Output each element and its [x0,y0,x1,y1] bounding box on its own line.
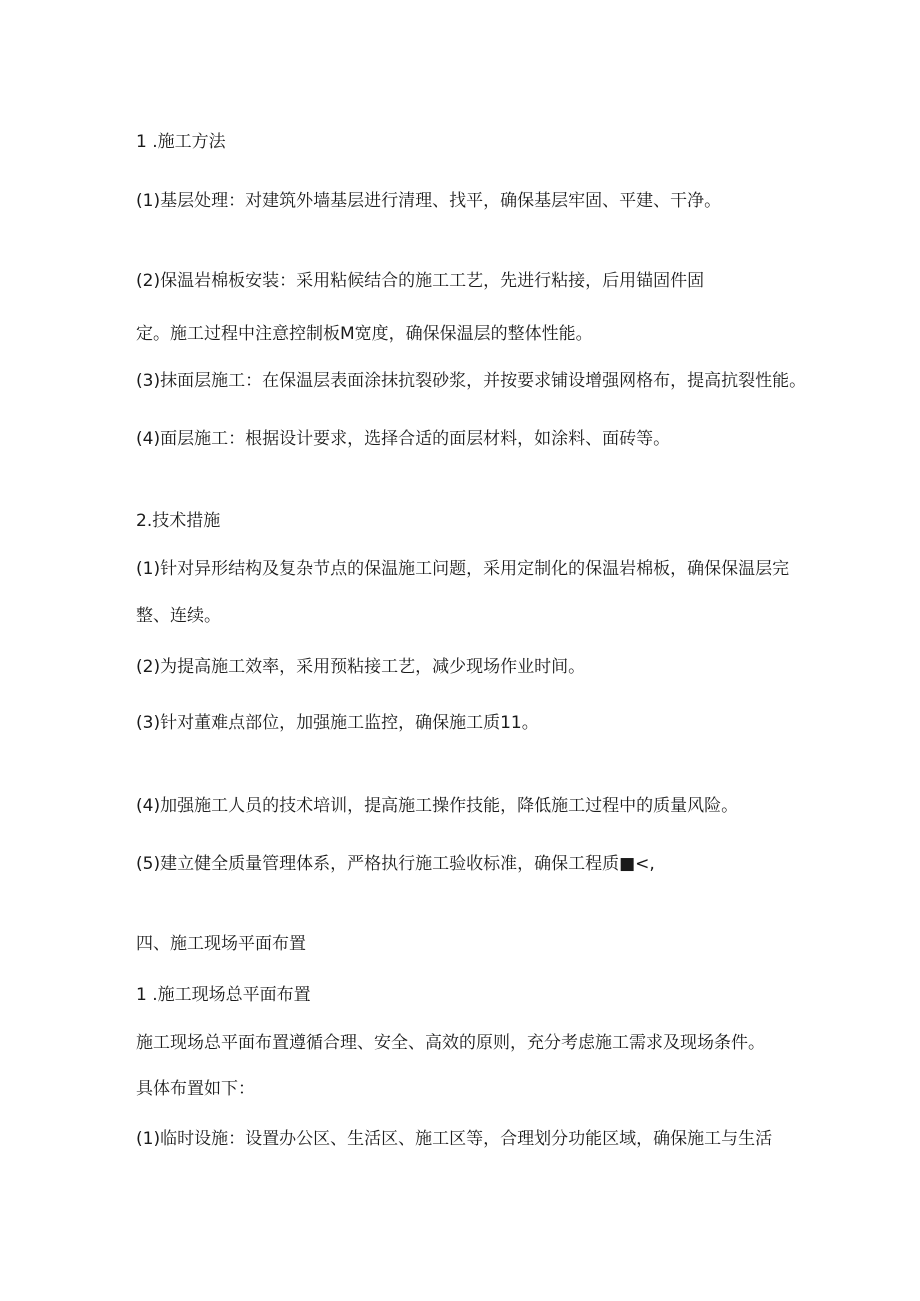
chapter-heading-site-layout: 四、施工现场平面布置 [136,934,306,954]
paragraph-layout-intro: 具体布置如下： [136,1079,255,1099]
paragraph-insulation-install-line2: 定。施工过程中注意控制板M宽度，确保保温层的整体性能。 [136,324,593,344]
paragraph-layout-principle: 施工现场总平面布置遵循合理、安全、高效的原则，充分考虑施工需求及现场条件。 [136,1033,765,1053]
paragraph-measure-1-line2: 整、连续。 [136,606,221,626]
paragraph-measure-4: (4)加强施工人员的技术培训，提高施工操作技能，降低施工过程中的质量风险。 [136,796,739,816]
paragraph-measure-3: (3)针对董难点部位，加强施工监控，确保施工质11。 [136,713,539,733]
section-heading-technical-measures: 2.技术措施 [136,511,221,531]
paragraph-measure-1-line1: (1)针对异形结构及复杂节点的保温施工问题，采用定制化的保温岩棉板，确保保温层完 [136,559,790,579]
paragraph-insulation-install-line1: (2)保温岩棉板安装：采用粘候结合的施工工艺，先进行粘接，后用锚固件固 [136,271,705,291]
paragraph-measure-2: (2)为提高施工效率，采用预粘接工艺，减少现场作业时间。 [136,657,586,677]
paragraph-measure-5: (5)建立健全质量管理体系，严格执行施工验收标准，确保工程质■<, [136,854,655,874]
section-heading-general-layout: 1 .施工现场总平面布置 [136,985,311,1005]
paragraph-surface-layer: (4)面层施工：根据设计要求，选择合适的面层材料，如涂料、面砖等。 [136,429,671,449]
paragraph-base-treatment: (1)基层处理：对建筑外墙基层进行清理、找平，确保基层牢固、平建、干净。 [136,191,722,211]
paragraph-temporary-facilities: (1)临时设施：设置办公区、生活区、施工区等，合理划分功能区域，确保施工与生活 [136,1129,773,1149]
paragraph-plaster-layer: (3)抹面层施工：在保温层表面涂抹抗裂砂浆，并按要求铺设增强网格布，提高抗裂性能。 [136,371,807,391]
section-heading-construction-method: 1 .施工方法 [136,132,226,152]
